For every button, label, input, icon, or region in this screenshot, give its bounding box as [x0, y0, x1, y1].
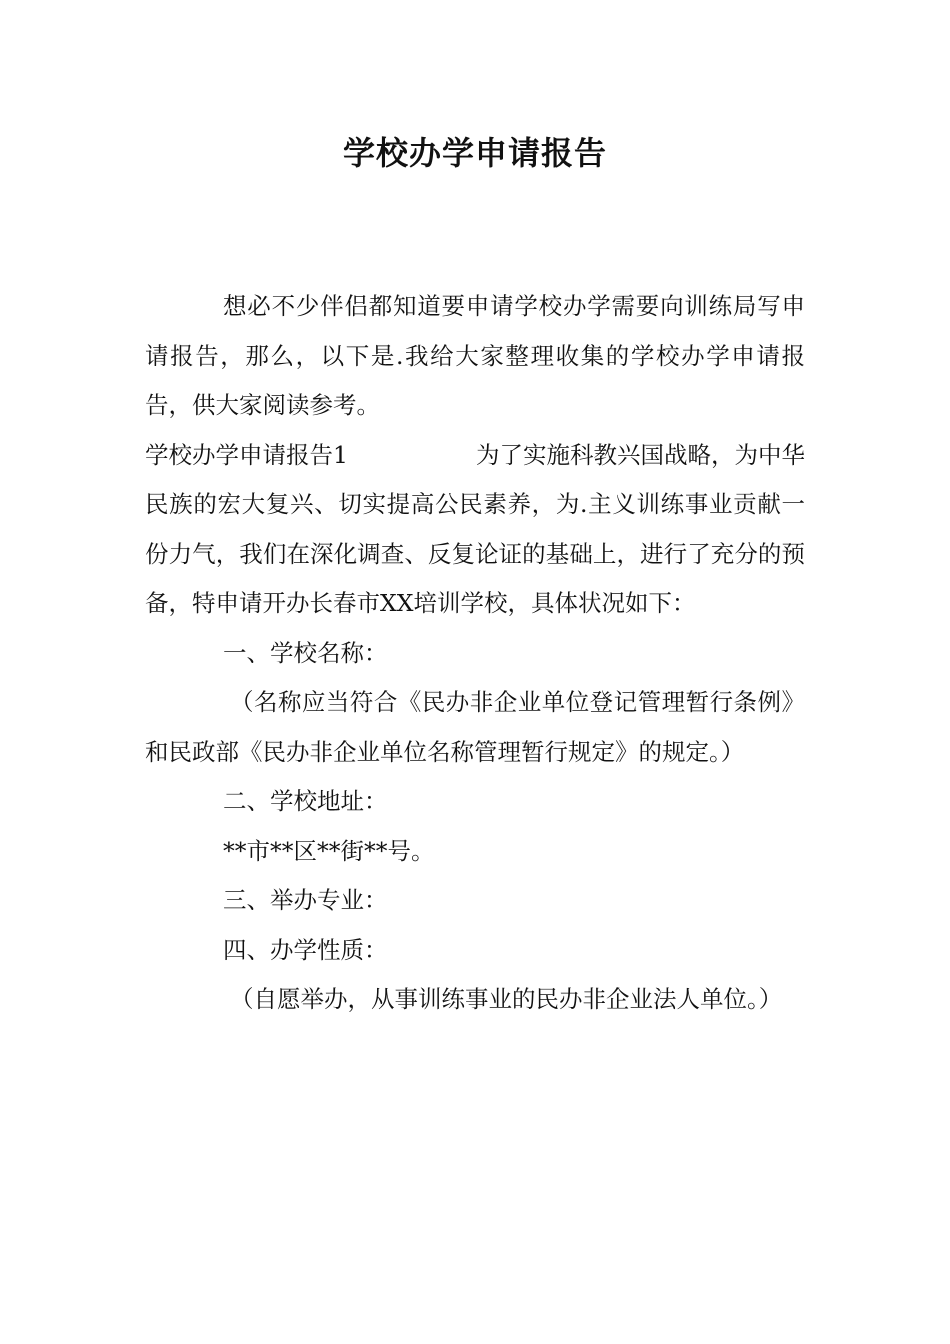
item-nature-note: （自愿举办，从事训练事业的民办非企业法人单位。） — [230, 985, 783, 1013]
item-school-address-label: 二、学校地址： — [223, 787, 388, 815]
section-lead-text: 为了实施科教兴国战略，为中华 — [476, 440, 805, 469]
item-nature-label: 四、办学性质： — [223, 935, 388, 964]
item-school-name-label: 一、学校名称： — [223, 638, 388, 667]
section-body-paragraph: 民族的宏大复兴、切实提高公民素养，为.主义训练事业贡献一份力气，我们在深化调查、反复论证的基础上，进行了充分的预备，特申请开办长春市XX培训学校，具体状况如下： — [145, 490, 805, 617]
document-body — [145, 282, 805, 1025]
item-majors-label: 三、举办专业： — [223, 886, 388, 914]
section-heading-line — [145, 431, 805, 481]
document-title: 学校办学申请报告 — [342, 134, 607, 172]
item-school-name-note: （名称应当符合《民办非企业单位登记管理暂行条例》和民政部《民办非企业单位名称管理暂行规定》的规定。） — [145, 688, 805, 766]
intro-paragraph: 想必不少伴侣都知道要申请学校办学需要向训练局写申请报告，那么，以下是.我给大家整理收集的学校办学申请报告，供大家阅读参考。 — [145, 292, 805, 419]
section-heading: 学校办学申请报告1 — [145, 440, 348, 469]
item-school-address-value: **市**区**街**号。 — [223, 836, 435, 865]
